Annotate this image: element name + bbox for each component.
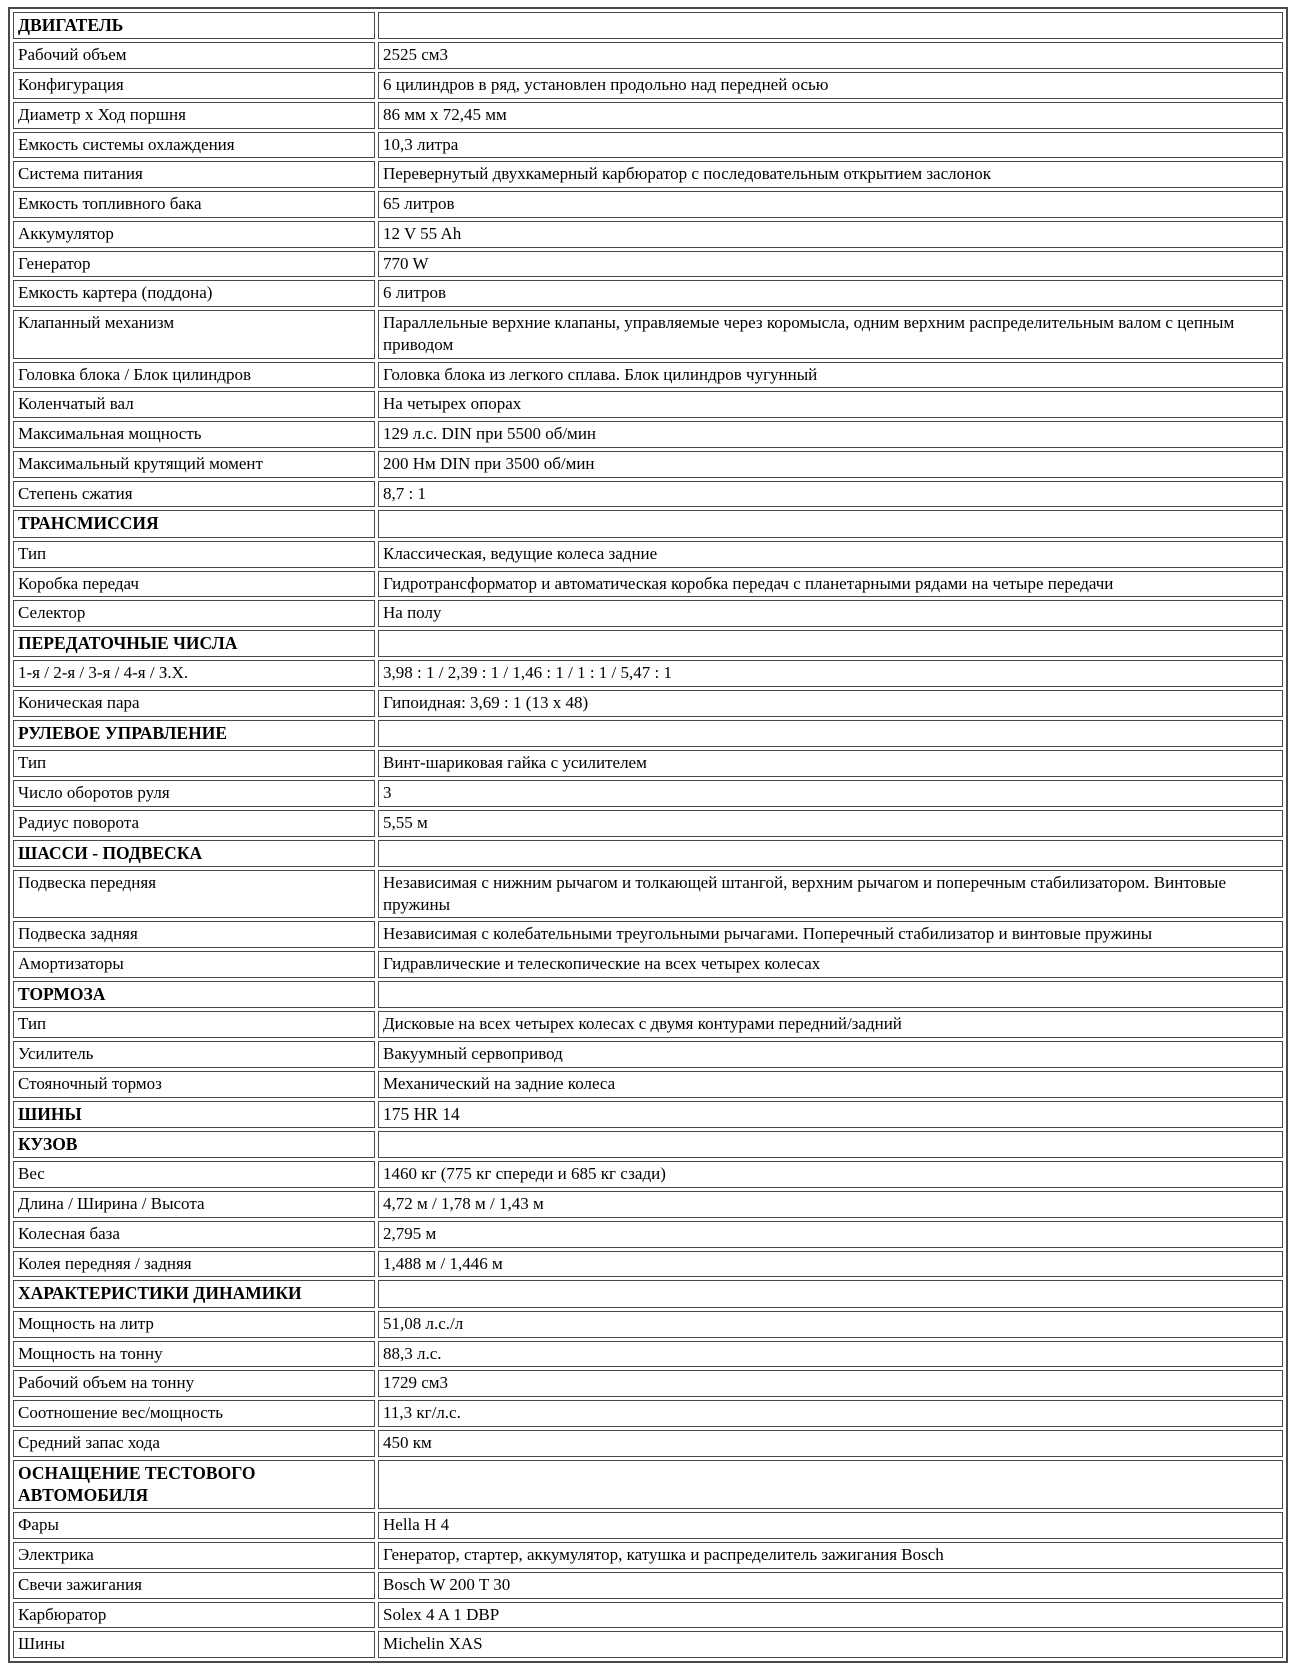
spec-value-cell: Головка блока из легкого сплава. Блок цилиндров чугунный: [378, 362, 1283, 389]
spec-label-cell: Подвеска задняя: [13, 921, 375, 948]
spec-row: [13, 1041, 1283, 1068]
spec-value-cell: 6 цилиндров в ряд, установлен продольно над передней осью: [378, 72, 1283, 99]
spec-value-cell: 65 литров: [378, 191, 1283, 218]
spec-value-cell: Винт-шариковая гайка с усилителем: [378, 750, 1283, 777]
spec-value-cell: Дисковые на всех четырех колесах с двумя контурами передний/задний: [378, 1011, 1283, 1038]
spec-label-cell: Радиус поворота: [13, 810, 375, 837]
spec-value-cell: На четырех опорах: [378, 391, 1283, 418]
spec-label-cell: Рабочий объем: [13, 42, 375, 69]
spec-label-cell: Свечи зажигания: [13, 1572, 375, 1599]
spec-value-cell: [378, 720, 1283, 747]
spec-value-cell: Гидравлические и телескопические на всех четырех колесах: [378, 951, 1283, 978]
spec-value-cell: Hella H 4: [378, 1512, 1283, 1539]
spec-value-cell: Параллельные верхние клапаны, управляемые через коромысла, одним верхним распределительным валом с цепным приводом: [378, 310, 1283, 359]
spec-label-cell: Колесная база: [13, 1221, 375, 1248]
section-title-cell: ПЕРЕДАТОЧНЫЕ ЧИСЛА: [13, 630, 375, 657]
spec-label-cell: Стояночный тормоз: [13, 1071, 375, 1098]
spec-label-cell: Длина / Ширина / Высота: [13, 1191, 375, 1218]
spec-label-cell: Мощность на тонну: [13, 1341, 375, 1368]
spec-row: [13, 310, 1283, 359]
spec-value-cell: 12 V 55 Ah: [378, 221, 1283, 248]
section-header-row: [13, 981, 1283, 1008]
spec-value-cell: 2,795 м: [378, 1221, 1283, 1248]
spec-row: [13, 1512, 1283, 1539]
spec-row: [13, 600, 1283, 627]
section-header-row: [13, 1280, 1283, 1307]
spec-row: [13, 780, 1283, 807]
spec-label-cell: 1-я / 2-я / 3-я / 4-я / З.Х.: [13, 660, 375, 687]
spec-label-cell: Максимальная мощность: [13, 421, 375, 448]
spec-label-cell: Система питания: [13, 161, 375, 188]
spec-row: [13, 660, 1283, 687]
spec-label-cell: Коническая пара: [13, 690, 375, 717]
spec-row: [13, 451, 1283, 478]
spec-row: [13, 1311, 1283, 1338]
spec-label-cell: Соотношение вес/мощность: [13, 1400, 375, 1427]
spec-row: [13, 42, 1283, 69]
spec-row: [13, 1191, 1283, 1218]
spec-value-cell: Перевернутый двухкамерный карбюратор с последовательным открытием заслонок: [378, 161, 1283, 188]
section-title-cell: РУЛЕВОЕ УПРАВЛЕНИЕ: [13, 720, 375, 747]
spec-label-cell: Диаметр x Ход поршня: [13, 102, 375, 129]
spec-label-cell: Тип: [13, 1011, 375, 1038]
spec-value-cell: 6 литров: [378, 280, 1283, 307]
section-title-cell: ДВИГАТЕЛЬ: [13, 12, 375, 39]
spec-label-cell: Емкость топливного бака: [13, 191, 375, 218]
section-header-row: [13, 1101, 1283, 1128]
spec-label-cell: Фары: [13, 1512, 375, 1539]
spec-row: [13, 161, 1283, 188]
spec-value-cell: 1,488 м / 1,446 м: [378, 1251, 1283, 1278]
spec-label-cell: Клапанный механизм: [13, 310, 375, 359]
spec-row: [13, 280, 1283, 307]
spec-label-cell: Коробка передач: [13, 571, 375, 598]
section-header-row: [13, 720, 1283, 747]
spec-value-cell: 770 W: [378, 251, 1283, 278]
spec-row: [13, 1602, 1283, 1629]
spec-value-cell: Вакуумный сервопривод: [378, 1041, 1283, 1068]
spec-value-cell: [378, 630, 1283, 657]
spec-label-cell: Аккумулятор: [13, 221, 375, 248]
section-header-row: [13, 1131, 1283, 1158]
spec-row: [13, 571, 1283, 598]
spec-label-cell: Конфигурация: [13, 72, 375, 99]
spec-value-cell: [378, 510, 1283, 537]
spec-label-cell: Генератор: [13, 251, 375, 278]
spec-row: [13, 951, 1283, 978]
spec-value-cell: [378, 1460, 1283, 1510]
spec-row: [13, 1161, 1283, 1188]
spec-row: [13, 750, 1283, 777]
spec-row: [13, 72, 1283, 99]
section-header-row: [13, 12, 1283, 39]
spec-label-cell: Средний запас хода: [13, 1430, 375, 1457]
spec-value-cell: [378, 840, 1283, 867]
spec-value-cell: [378, 981, 1283, 1008]
spec-value-cell: 3: [378, 780, 1283, 807]
spec-row: [13, 1341, 1283, 1368]
spec-label-cell: Усилитель: [13, 1041, 375, 1068]
spec-value-cell: 10,3 литра: [378, 132, 1283, 159]
spec-value-cell: Классическая, ведущие колеса задние: [378, 541, 1283, 568]
spec-value-cell: Независимая с нижним рычагом и толкающей штангой, верхним рычагом и поперечным стабилизатором. Винтовые пружины: [378, 870, 1283, 919]
car-specs-table: [8, 7, 1288, 1663]
car-specs-table-body: [13, 12, 1283, 1658]
spec-label-cell: Вес: [13, 1161, 375, 1188]
spec-row: [13, 541, 1283, 568]
spec-value-cell: 88,3 л.с.: [378, 1341, 1283, 1368]
spec-label-cell: Подвеска передняя: [13, 870, 375, 919]
spec-label-cell: Карбюратор: [13, 1602, 375, 1629]
section-header-row: [13, 840, 1283, 867]
section-title-cell: ТОРМОЗА: [13, 981, 375, 1008]
spec-row: [13, 1572, 1283, 1599]
spec-value-cell: 2525 см3: [378, 42, 1283, 69]
spec-value-cell: 86 мм x 72,45 мм: [378, 102, 1283, 129]
spec-label-cell: Максимальный крутящий момент: [13, 451, 375, 478]
spec-label-cell: Емкость системы охлаждения: [13, 132, 375, 159]
spec-row: [13, 1542, 1283, 1569]
section-header-row: [13, 510, 1283, 537]
section-header-row: [13, 630, 1283, 657]
spec-row: [13, 1011, 1283, 1038]
section-title-cell: КУЗОВ: [13, 1131, 375, 1158]
spec-label-cell: Колея передняя / задняя: [13, 1251, 375, 1278]
spec-label-cell: Тип: [13, 750, 375, 777]
spec-row: [13, 1430, 1283, 1457]
spec-value-cell: 8,7 : 1: [378, 481, 1283, 508]
spec-row: [13, 251, 1283, 278]
spec-value-cell: 1729 см3: [378, 1370, 1283, 1397]
spec-value-cell: Механический на задние колеса: [378, 1071, 1283, 1098]
spec-label-cell: Коленчатый вал: [13, 391, 375, 418]
section-header-row: [13, 1460, 1283, 1510]
spec-value-cell: 200 Нм DIN при 3500 об/мин: [378, 451, 1283, 478]
spec-value-cell: 5,55 м: [378, 810, 1283, 837]
spec-label-cell: Число оборотов руля: [13, 780, 375, 807]
spec-value-cell: Solex 4 A 1 DBP: [378, 1602, 1283, 1629]
spec-value-cell: Michelin XAS: [378, 1631, 1283, 1658]
spec-label-cell: Емкость картера (поддона): [13, 280, 375, 307]
section-title-cell: ШИНЫ: [13, 1101, 375, 1128]
section-title-cell: ХАРАКТЕРИСТИКИ ДИНАМИКИ: [13, 1280, 375, 1307]
spec-value-cell: 4,72 м / 1,78 м / 1,43 м: [378, 1191, 1283, 1218]
spec-label-cell: Тип: [13, 541, 375, 568]
spec-value-cell: На полу: [378, 600, 1283, 627]
spec-row: [13, 1370, 1283, 1397]
section-title-cell: ШАССИ - ПОДВЕСКА: [13, 840, 375, 867]
spec-value-cell: 51,08 л.с./л: [378, 1311, 1283, 1338]
spec-label-cell: Степень сжатия: [13, 481, 375, 508]
spec-row: [13, 221, 1283, 248]
spec-value-cell: 450 км: [378, 1430, 1283, 1457]
spec-row: [13, 102, 1283, 129]
spec-row: [13, 810, 1283, 837]
spec-row: [13, 1251, 1283, 1278]
spec-row: [13, 191, 1283, 218]
spec-label-cell: Головка блока / Блок цилиндров: [13, 362, 375, 389]
section-title-cell: ТРАНСМИССИЯ: [13, 510, 375, 537]
spec-row: [13, 1071, 1283, 1098]
spec-value-cell: [378, 1131, 1283, 1158]
spec-value-cell: Генератор, стартер, аккумулятор, катушка и распределитель зажигания Bosch: [378, 1542, 1283, 1569]
spec-row: [13, 1400, 1283, 1427]
spec-row: [13, 921, 1283, 948]
section-title-cell: ОСНАЩЕНИЕ ТЕСТОВОГО АВТОМОБИЛЯ: [13, 1460, 375, 1510]
spec-value-cell: 3,98 : 1 / 2,39 : 1 / 1,46 : 1 / 1 : 1 / 5,47 : 1: [378, 660, 1283, 687]
spec-value-cell: 1460 кг (775 кг спереди и 685 кг сзади): [378, 1161, 1283, 1188]
spec-value-cell: [378, 1280, 1283, 1307]
spec-label-cell: Шины: [13, 1631, 375, 1658]
spec-label-cell: Мощность на литр: [13, 1311, 375, 1338]
spec-value-cell: Bosch W 200 T 30: [378, 1572, 1283, 1599]
spec-label-cell: Электрика: [13, 1542, 375, 1569]
spec-label-cell: Селектор: [13, 600, 375, 627]
spec-label-cell: Рабочий объем на тонну: [13, 1370, 375, 1397]
spec-value-cell: [378, 12, 1283, 39]
spec-row: [13, 481, 1283, 508]
spec-value-cell: Независимая с колебательными треугольными рычагами. Поперечный стабилизатор и винтовые пружины: [378, 921, 1283, 948]
spec-value-cell: Гипоидная: 3,69 : 1 (13 x 48): [378, 690, 1283, 717]
spec-row: [13, 1631, 1283, 1658]
spec-row: [13, 870, 1283, 919]
spec-row: [13, 1221, 1283, 1248]
spec-row: [13, 421, 1283, 448]
spec-row: [13, 132, 1283, 159]
spec-value-cell: 11,3 кг/л.с.: [378, 1400, 1283, 1427]
spec-value-cell: 129 л.с. DIN при 5500 об/мин: [378, 421, 1283, 448]
spec-value-cell: 175 HR 14: [378, 1101, 1283, 1128]
spec-row: [13, 690, 1283, 717]
spec-value-cell: Гидротрансформатор и автоматическая коробка передач с планетарными рядами на четыре передачи: [378, 571, 1283, 598]
spec-row: [13, 391, 1283, 418]
spec-label-cell: Амортизаторы: [13, 951, 375, 978]
spec-row: [13, 362, 1283, 389]
